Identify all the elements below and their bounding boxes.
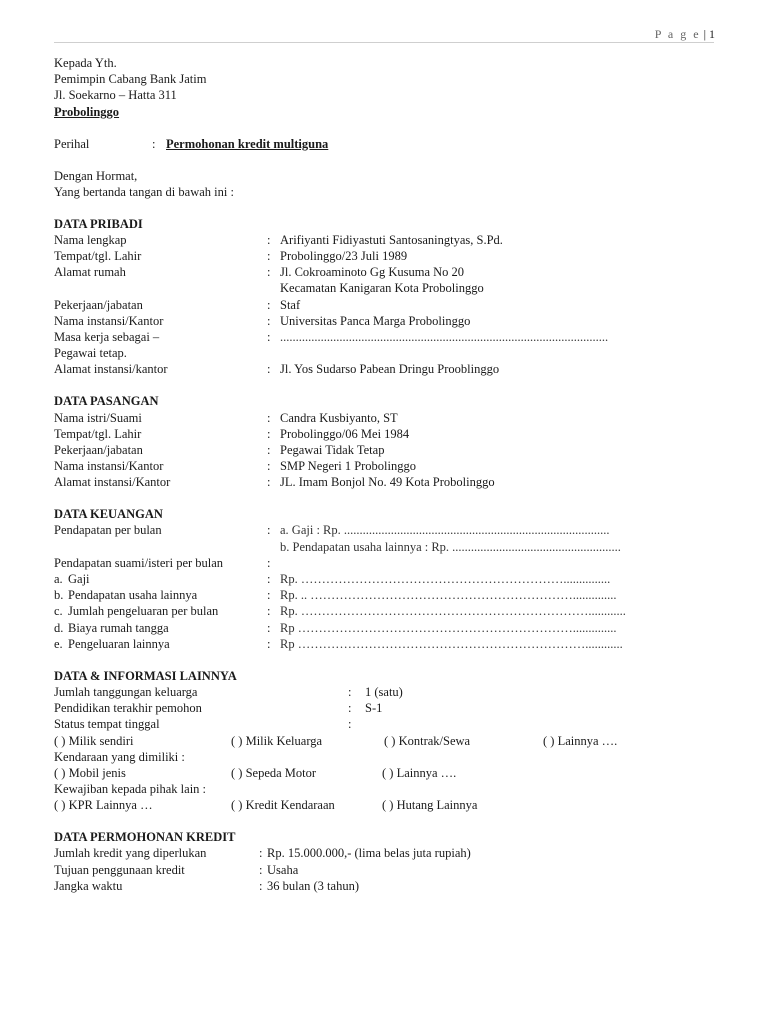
field-label: Pendapatan per bulan (54, 523, 162, 538)
pasangan-pekerjaan-row (54, 442, 714, 458)
item-label: Pendapatan usaha lainnya (68, 588, 198, 603)
perihal-label: Perihal (54, 136, 90, 151)
kredit-jangka-row (54, 878, 714, 894)
field-value: Universitas Panca Marga Probolinggo (280, 313, 471, 328)
section-title-informasi: DATA & INFORMASI LAINNYA (54, 668, 237, 683)
section-title-keuangan: DATA KEUANGAN (54, 507, 163, 522)
field-value: Rp. ……………………………………………………………............ (280, 604, 626, 619)
checkbox-kendaraan-lainnya[interactable]: ( ) Lainnya …. (382, 765, 457, 780)
colon: : (267, 232, 271, 247)
checkbox-hutang-lainnya[interactable]: ( ) Hutang Lainnya (382, 798, 478, 813)
section-title-pribadi: DATA PRIBADI (54, 216, 143, 231)
pasangan-nama-row (54, 410, 714, 426)
pasangan-alamat-row (54, 474, 714, 490)
colon: : (267, 604, 271, 619)
checkbox-milik-sendiri[interactable]: ( ) Milik sendiri (54, 733, 134, 748)
field-label: Pendidikan terakhir pemohon (54, 701, 202, 716)
field-label (54, 620, 169, 636)
field-value: 1 (satu) (365, 684, 403, 699)
pribadi-pekerjaan-row (54, 297, 714, 313)
colon: : (267, 426, 271, 441)
header-divider (54, 42, 714, 43)
field-label: Alamat instansi/kantor (54, 362, 168, 377)
field-label: Masa kerja sebagai – (54, 330, 160, 345)
field-value: S-1 (365, 701, 383, 716)
colon: : (267, 313, 271, 328)
field-label: Nama lengkap (54, 232, 127, 247)
colon: : (267, 330, 271, 345)
field-label: Nama instansi/Kantor (54, 459, 164, 474)
pribadi-nama-row (54, 232, 714, 248)
field-value: 36 bulan (3 tahun) (267, 878, 359, 893)
field-label: Alamat instansi/Kantor (54, 475, 171, 490)
pribadi-instansi-row (54, 313, 714, 329)
item-index: b. (54, 588, 64, 603)
checkbox-kpr[interactable]: ( ) KPR Lainnya … (54, 798, 153, 813)
field-label (54, 587, 197, 603)
colon: : (267, 249, 271, 264)
field-label (54, 603, 218, 619)
checkbox-milik-keluarga[interactable]: ( ) Milik Keluarga (231, 733, 323, 748)
keuangan-suami-row (54, 555, 714, 571)
colon: : (259, 878, 263, 893)
colon: : (348, 717, 352, 732)
intro-line: Yang bertanda tangan di bawah ini : (54, 184, 234, 199)
field-label: Nama instansi/Kantor (54, 313, 164, 328)
field-value: Rp ……………………………………………………………............ (280, 636, 623, 651)
page-header (655, 27, 715, 42)
item-index: e. (54, 636, 63, 651)
field-value: b. Pendapatan usaha lainnya : Rp. ...................................................... (280, 539, 621, 554)
perihal-colon: : (152, 136, 156, 151)
field-value: Usaha (267, 862, 299, 877)
keuangan-pendapatan-row (54, 522, 714, 538)
colon: : (267, 636, 271, 651)
page-label: P a g e (654, 27, 701, 41)
informasi-pendidikan-row (54, 700, 714, 716)
colon: : (267, 588, 271, 603)
checkbox-kontrak-sewa[interactable]: ( ) Kontrak/Sewa (384, 733, 471, 748)
pasangan-ttl-row (54, 426, 714, 442)
field-value: Rp. ………………………………………………………............... (280, 572, 611, 587)
address-line-3: Jl. Soekarno – Hatta 311 (54, 88, 177, 103)
kredit-jumlah-row (54, 845, 714, 861)
item-index: d. (54, 620, 64, 635)
pribadi-ttl-row (54, 248, 714, 264)
field-value: Probolinggo/06 Mei 1984 (280, 426, 410, 441)
page-number: 1 (709, 27, 715, 41)
field-label: Nama istri/Suami (54, 410, 142, 425)
field-value: Rp ………………………………………………………….............. (280, 620, 617, 635)
field-label: Tujuan penggunaan kredit (54, 862, 185, 877)
field-label: Pekerjaan/jabatan (54, 297, 143, 312)
pribadi-alamat-row (54, 264, 714, 280)
keuangan-item-row (54, 620, 714, 636)
keuangan-item-row (54, 603, 714, 619)
section-title-pasangan: DATA PASANGAN (54, 394, 159, 409)
kendaraan-options-row (54, 765, 714, 781)
colon: : (267, 459, 271, 474)
kewajiban-options-row (54, 797, 714, 813)
colon: : (267, 265, 271, 280)
item-label: Pengeluaran lainnya (68, 636, 170, 651)
checkbox-mobil[interactable]: ( ) Mobil jenis (54, 765, 126, 780)
informasi-status-row (54, 716, 714, 732)
keuangan-item-row (54, 636, 714, 652)
colon: : (267, 620, 271, 635)
address-line-1: Kepada Yth. (54, 56, 117, 70)
field-label (54, 571, 90, 587)
field-label: Kendaraan yang dimiliki : (54, 749, 185, 764)
item-label: Biaya rumah tangga (68, 620, 169, 635)
keuangan-item-row (54, 571, 714, 587)
colon: : (259, 846, 263, 861)
keuangan-item-row (54, 587, 714, 603)
informasi-kewajiban-row (54, 781, 714, 797)
colon: : (267, 410, 271, 425)
field-value: Candra Kusbiyanto, ST (280, 410, 398, 425)
field-label: Pegawai tetap. (54, 346, 127, 361)
field-value: Rp. 15.000.000,- (lima belas juta rupiah) (267, 846, 471, 861)
colon: : (267, 475, 271, 490)
pribadi-alamat-row-2 (54, 280, 714, 296)
pribadi-alamat-instansi-row (54, 361, 714, 377)
informasi-tanggungan-row (54, 684, 714, 700)
colon: : (267, 523, 271, 538)
field-label: Tempat/tgl. Lahir (54, 426, 142, 441)
field-label: Status tempat tinggal (54, 717, 160, 732)
dotted-blank: ......................................................................................................... (280, 330, 609, 345)
checkbox-kredit-kendaraan[interactable]: ( ) Kredit Kendaraan (231, 798, 335, 813)
section-title-kredit: DATA PERMOHONAN KREDIT (54, 830, 236, 845)
field-value: a. Gaji : Rp. ..................................................................................... (280, 523, 610, 538)
field-label: Kewajiban kepada pihak lain : (54, 782, 207, 797)
colon: : (259, 862, 263, 877)
colon: : (267, 572, 271, 587)
status-options-row (54, 733, 714, 749)
field-label: Jumlah kredit yang diperlukan (54, 846, 207, 861)
field-label: Jangka waktu (54, 878, 123, 893)
field-value: Rp. .. ……………………………………………………….............. (280, 588, 617, 603)
pribadi-pegawai-row (54, 345, 714, 361)
address-city: Probolinggo (54, 104, 120, 119)
perihal-value: Permohonan kredit multiguna (166, 136, 329, 151)
colon: : (267, 362, 271, 377)
item-label: Jumlah pengeluaran per bulan (68, 604, 219, 619)
item-index: a. (54, 572, 63, 587)
field-label: Pekerjaan/jabatan (54, 442, 143, 457)
address-line-2: Pemimpin Cabang Bank Jatim (54, 72, 207, 87)
colon: : (267, 297, 271, 312)
pribadi-masa-row (54, 329, 714, 345)
field-label: Pendapatan suami/isteri per bulan (54, 555, 224, 570)
item-index: c. (54, 604, 63, 619)
colon: : (348, 701, 352, 716)
checkbox-sepeda-motor[interactable]: ( ) Sepeda Motor (231, 765, 317, 780)
checkbox-status-lainnya[interactable]: ( ) Lainnya …. (543, 733, 618, 748)
field-value: Jl. Cokroaminoto Gg Kusuma No 20 (280, 265, 465, 280)
field-value: Jl. Yos Sudarso Pabean Dringu Prooblinggo (280, 362, 500, 377)
field-label: Tempat/tgl. Lahir (54, 249, 142, 264)
field-label (54, 636, 170, 652)
colon: : (267, 442, 271, 457)
informasi-kendaraan-row (54, 749, 714, 765)
page-separator: | (700, 27, 709, 41)
field-value: Pegawai Tidak Tetap (280, 442, 385, 457)
field-value: Kecamatan Kanigaran Kota Probolinggo (280, 281, 484, 296)
item-label: Gaji (68, 572, 90, 587)
perihal-row (54, 136, 714, 152)
field-label: Alamat rumah (54, 265, 126, 280)
pasangan-instansi-row (54, 458, 714, 474)
field-value: Staf (280, 297, 301, 312)
field-value: SMP Negeri 1 Probolinggo (280, 459, 416, 474)
field-label: Jumlah tanggungan keluarga (54, 684, 198, 699)
colon: : (348, 684, 352, 699)
greeting: Dengan Hormat, (54, 168, 138, 183)
letter-body (54, 55, 714, 894)
keuangan-usaha-row (54, 539, 714, 555)
field-value: Probolinggo/23 Juli 1989 (280, 249, 408, 264)
kredit-tujuan-row (54, 862, 714, 878)
colon: : (267, 555, 271, 570)
field-value: JL. Imam Bonjol No. 49 Kota Probolinggo (280, 475, 495, 490)
field-value: Arifiyanti Fidiyastuti Santosaningtyas, S.Pd. (280, 232, 503, 247)
